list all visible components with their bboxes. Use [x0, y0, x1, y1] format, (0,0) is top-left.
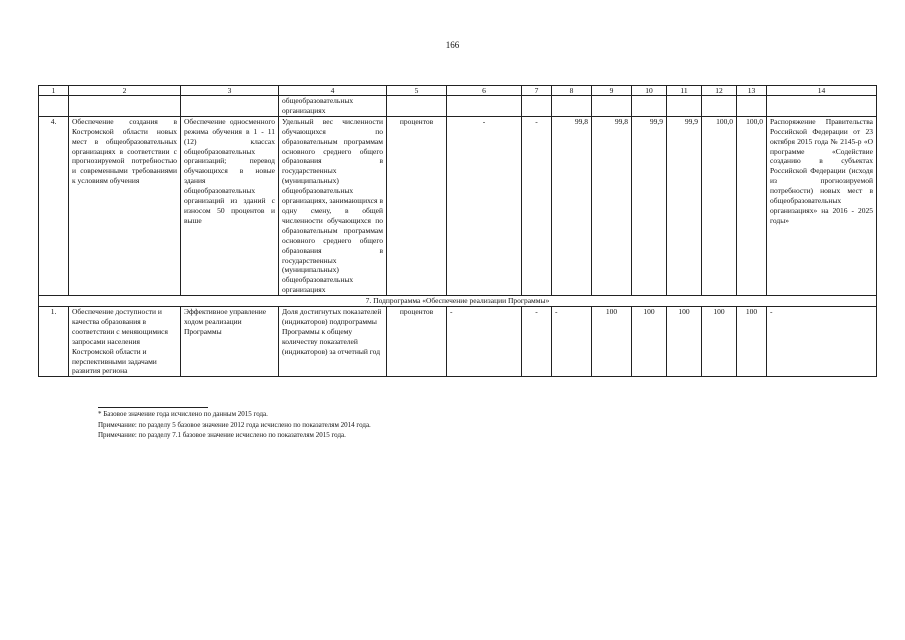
value-cell: 100,0: [702, 116, 737, 295]
measure-cell: Обеспечение односменного режима обучения в 1 - 11 (12) классах общеобразовательных организаций; перевод обучающихся в новые здания общеобразовательных организаций из зданий с износом 50 процентов и выше: [181, 116, 279, 295]
task-cell: Обеспечение создания в Костромской области новых мест в общеобразовательных организациях в соответствии с прогнозируемой потребностью и современными требованиями к условиям обучения: [69, 116, 181, 295]
value-cell: 100: [737, 307, 767, 377]
value-cell: 99,8: [552, 116, 592, 295]
table-row: [39, 116, 877, 295]
value-cell: -: [522, 307, 552, 377]
column-number: 2: [69, 86, 181, 96]
footnote: * Базовое значение года исчислено по данным 2015 года.: [98, 410, 268, 418]
value-cell: 99,9: [667, 116, 702, 295]
column-number: 9: [592, 86, 632, 96]
column-number: 5: [387, 86, 447, 96]
value-cell: 100: [632, 307, 667, 377]
footnote-divider: [98, 407, 208, 408]
section-title: 7. Подпрограмма «Обеспечение реализации Программы»: [39, 296, 877, 307]
value-cell: 99,8: [592, 116, 632, 295]
measure-cell: Эффективное управление ходом реализации Программы: [181, 307, 279, 377]
row-number: 4.: [39, 116, 69, 295]
column-numbers-row: [39, 86, 877, 96]
value-cell: 100: [702, 307, 737, 377]
value-cell: 99,9: [632, 116, 667, 295]
column-number: 4: [279, 86, 387, 96]
value-cell: -: [552, 307, 592, 377]
table-row: [39, 307, 877, 377]
column-number: 13: [737, 86, 767, 96]
basis-cell: -: [767, 307, 877, 377]
value-cell: -: [447, 116, 522, 295]
indicator-cell: Удельный вес численности обучающихся по образовательным программам основного среднего общего образования в государственных (муниципальных) общеобразовательных организациях, занимающихся в одну смену, в общей численности обучающихся по образовательным программам основного среднего общего образования в государственных (муниципальных) общеобразовательных организациях: [279, 116, 387, 295]
unit-cell: процентов: [387, 116, 447, 295]
column-number: 8: [552, 86, 592, 96]
value-cell: 100: [592, 307, 632, 377]
value-cell: -: [522, 116, 552, 295]
table-row-continued: [39, 96, 877, 117]
indicator-cell: Доля достигнутых показателей (индикаторов) подпрограммы Программы к общему количеству показателей (индикаторов) за отчетный год: [279, 307, 387, 377]
column-number: 3: [181, 86, 279, 96]
task-cell: Обеспечение доступности и качества образования в соответствии с меняющимися запросами населения Костромской области и перспективными задачами развития региона: [69, 307, 181, 377]
column-number: 11: [667, 86, 702, 96]
column-number: 12: [702, 86, 737, 96]
section-row: [39, 296, 877, 307]
unit-cell: процентов: [387, 307, 447, 377]
column-number: 6: [447, 86, 522, 96]
column-number: 7: [522, 86, 552, 96]
indicator-cell: общеобразовательных организациях: [279, 96, 387, 117]
footnotes: [98, 407, 818, 441]
value-cell: 100,0: [737, 116, 767, 295]
row-number: 1.: [39, 307, 69, 377]
indicators-table: [38, 85, 877, 377]
value-cell: -: [447, 307, 522, 377]
footnote: Примечание: по разделу 7.1 базовое значение исчислено по показателям 2015 года.: [98, 431, 346, 439]
column-number: 14: [767, 86, 877, 96]
page-number: 166: [445, 40, 460, 50]
column-number: 1: [39, 86, 69, 96]
value-cell: 100: [667, 307, 702, 377]
footnote: Примечание: по разделу 5 базовое значение 2012 года исчислено по показателям 2014 года.: [98, 420, 371, 429]
column-number: 10: [632, 86, 667, 96]
basis-cell: Распоряжение Правительства Российской Федерации от 23 октября 2015 года № 2145-р «О программе «Содействие созданию в субъектах Российской Федерации (исходя из прогнозируемой потребности) новых мест в общеобразовательных организациях» на 2016 - 2025 годы»: [767, 116, 877, 295]
